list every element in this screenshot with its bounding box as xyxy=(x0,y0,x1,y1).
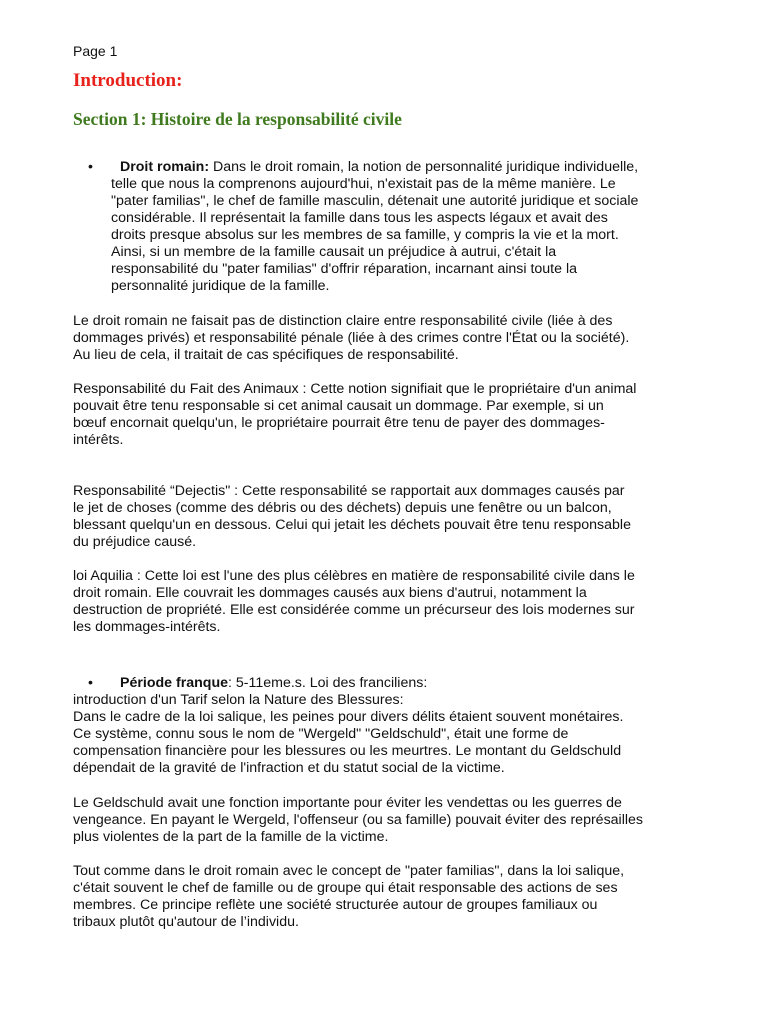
paragraph-aquilia xyxy=(73,568,703,636)
text-line: du préjudice causé. xyxy=(73,534,197,550)
text-line: Au lieu de cela, il traitait de cas spécifiques de responsabilité. xyxy=(73,347,459,363)
paragraph-geldschuld xyxy=(73,795,703,846)
text-line: : 5-11eme.s. Loi des franciliens: xyxy=(228,675,428,691)
text-line: considérable. Il représentait la famille dans tous les aspects légaux et avait des xyxy=(111,210,608,226)
paragraph-distinction xyxy=(73,313,703,364)
text-line: Le droit romain ne faisait pas de distinction claire entre responsabilité civile (liée à des xyxy=(73,313,613,329)
text-line: introduction d'un Tarif selon la Nature des Blessures: xyxy=(73,692,404,708)
text-line: tribaux plutôt qu'autour de l’individu. xyxy=(73,914,299,930)
section-heading: Section 1: Histoire de la responsabilité civile xyxy=(73,109,402,129)
bullet-marker: • xyxy=(88,159,93,175)
text-line: dommages privés) et responsabilité pénale (liée à des crimes contre l'État ou la société). xyxy=(73,330,630,346)
text-line: Dans le cadre de la loi salique, les peines pour divers délits étaient souvent monétaires. xyxy=(73,709,624,725)
bullet-droit-romain-text xyxy=(111,159,703,295)
page-number: Page 1 xyxy=(73,43,118,59)
text-line: "pater familias", le chef de famille masculin, détenait une autorité juridique et sociale xyxy=(111,193,639,209)
paragraph-dejectis xyxy=(73,483,703,551)
text-line: Ce système, connu sous le nom de "Wergeld" "Geldschuld", était une forme de xyxy=(73,726,569,742)
text-line: bœuf encornait quelqu'un, le propriétaire pourrait être tenu de payer des dommages- xyxy=(73,415,605,431)
text-line: vengeance. En payant le Wergeld, l'offenseur (ou sa famille) pouvait éviter des représailles xyxy=(73,812,644,828)
text-line: Le Geldschuld avait une fonction importante pour éviter les vendettas ou les guerres de xyxy=(73,795,622,811)
text-line: telle que nous la comprenons aujourd'hui, n'existait pas de la même manière. Le xyxy=(111,176,616,192)
text-line: Dans le droit romain, la notion de personnalité juridique individuelle, xyxy=(209,159,639,175)
text-line: droit romain. Elle couvrait les dommages causés aux biens d'autrui, notamment la xyxy=(73,585,587,601)
text-line: le jet de choses (comme des débris ou des déchets) depuis une fenêtre ou un balcon, xyxy=(73,500,612,516)
text-line: intérêts. xyxy=(73,432,124,448)
introduction-heading: Introduction: xyxy=(73,70,183,91)
text-line: Tout comme dans le droit romain avec le concept de "pater familias", dans la loi salique, xyxy=(73,863,625,879)
text-line: pouvait être tenu responsable si cet animal causait un dommage. Par exemple, si un xyxy=(73,398,604,414)
bullet-lead: Droit romain: xyxy=(120,159,210,175)
bullet-periode-franque xyxy=(88,675,703,692)
paragraph-pater-familias xyxy=(73,863,703,931)
text-line: responsabilité du "pater familias" d'offrir réparation, incarnant ainsi toute la xyxy=(111,261,577,277)
bullet-droit-romain xyxy=(88,159,703,295)
paragraph-franque-body xyxy=(73,692,703,777)
text-line: loi Aquilia : Cette loi est l'une des plus célèbres en matière de responsabilité civile dans le xyxy=(73,568,635,584)
bullet-lead: Période franque xyxy=(120,675,229,691)
paragraph-animaux xyxy=(73,381,703,449)
text-line: destruction de propriété. Elle est considérée comme un précurseur des lois modernes sur xyxy=(73,602,635,618)
text-line: Responsabilité “Dejectis" : Cette responsabilité se rapportait aux dommages causés par xyxy=(73,483,625,499)
text-line: blessant quelqu'un en dessous. Celui qui jetait les déchets pouvait être tenu responsable xyxy=(73,517,631,533)
text-line: personnalité juridique de la famille. xyxy=(111,278,330,294)
text-line: plus violentes de la part de la famille de la victime. xyxy=(73,829,389,845)
text-line: droits presque absolus sur les membres de sa famille, y compris la vie et la mort. xyxy=(111,227,619,243)
text-line: c'était souvent le chef de famille ou de groupe qui était responsable des actions de ses xyxy=(73,880,618,896)
text-line: dépendait de la gravité de l'infraction et du statut social de la victime. xyxy=(73,760,505,776)
text-line: membres. Ce principe reflète une société structurée autour de groupes familiaux ou xyxy=(73,897,598,913)
bullet-marker: • xyxy=(88,675,93,691)
text-line: Ainsi, si un membre de la famille causait un préjudice à autrui, c'était la xyxy=(111,244,557,260)
text-line: les dommages-intérêts. xyxy=(73,619,221,635)
text-line: Responsabilité du Fait des Animaux : Cette notion signifiait que le propriétaire d'un animal xyxy=(73,381,637,397)
text-line: compensation financière pour les blessures ou les meurtres. Le montant du Geldschuld xyxy=(73,743,622,759)
